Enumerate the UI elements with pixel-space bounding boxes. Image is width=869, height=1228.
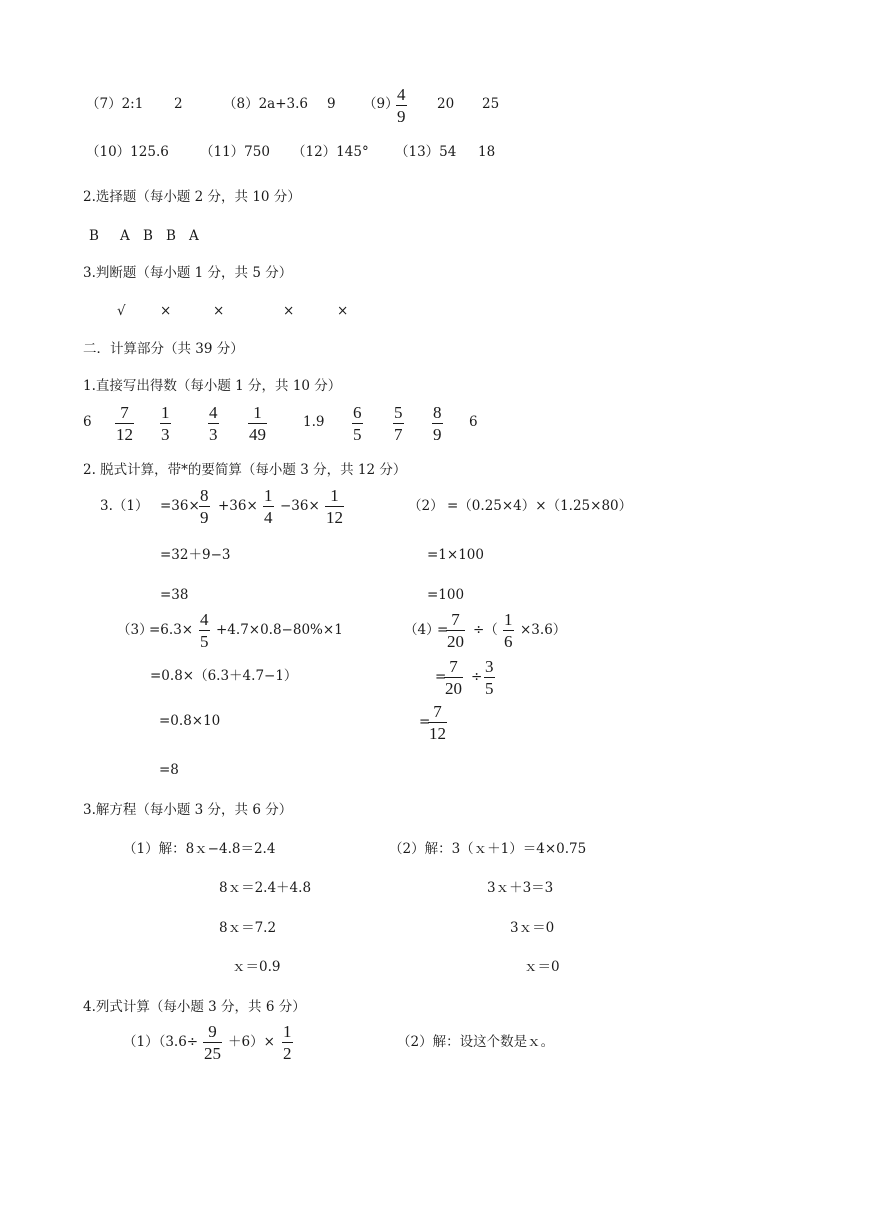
stepwise-2-step: =100 <box>427 587 465 603</box>
equation-1-step: ｘ＝0.9 <box>232 959 281 975</box>
stepwise-1-step: −36× <box>280 498 320 514</box>
answer-7-second: 2 <box>174 96 183 112</box>
answer-8: （8）2a+3.6 <box>223 96 309 112</box>
stepwise-4-fraction: 7 12 <box>429 702 446 743</box>
direct-answer-9-fraction: 8 9 <box>433 403 442 444</box>
direct-answer-6: 1.9 <box>303 414 325 430</box>
stepwise-title: 2. 脱式计算，带*的要简算（每小题 3 分，共 12 分） <box>83 462 407 478</box>
equation-title: 3.解方程（每小题 3 分，共 6 分） <box>83 802 293 818</box>
stepwise-1-step: +36× <box>218 498 258 514</box>
direct-answer-8-fraction: 5 7 <box>394 403 403 444</box>
equation-2-step: 3ｘ＋3＝3 <box>487 880 554 896</box>
judge-mark: × <box>283 303 295 319</box>
stepwise-4-step: = <box>435 669 447 685</box>
stepwise-1-fraction: 8 9 <box>200 486 209 527</box>
stepwise-3-step: =6.3× <box>149 622 194 638</box>
stepwise-3-fraction: 4 5 <box>200 610 209 651</box>
stepwise-4-fraction: 7 20 <box>447 610 464 651</box>
answer-9-fraction: 4 9 <box>397 85 406 126</box>
answer-9-third: 25 <box>482 96 500 112</box>
column-1-fraction: 1 2 <box>283 1022 292 1063</box>
answer-8-second: 9 <box>327 96 336 112</box>
answer-9-label: （9） <box>363 96 399 112</box>
stepwise-1-step: =38 <box>160 587 189 603</box>
stepwise-4-fraction: 7 20 <box>445 657 462 698</box>
choice-answer: A <box>189 228 199 244</box>
direct-answer-5-fraction: 1 49 <box>249 403 266 444</box>
stepwise-1-fraction: 1 12 <box>326 486 343 527</box>
stepwise-2-label: （2） <box>408 498 444 514</box>
answer-13-second: 18 <box>478 144 496 160</box>
stepwise-4-step: = <box>437 622 449 638</box>
choice-title: 2.选择题（每小题 2 分，共 10 分） <box>83 189 301 205</box>
stepwise-2-step: =（0.25×4）×（1.25×80） <box>447 498 633 514</box>
answer-13: （13）54 <box>395 144 457 160</box>
judge-mark: × <box>337 303 349 319</box>
stepwise-1-fraction: 1 4 <box>264 486 273 527</box>
column-1-expression: ＋6）× <box>228 1034 275 1050</box>
answer-9-second: 20 <box>437 96 455 112</box>
equation-1-step: （1）解：8ｘ−4.8＝2.4 <box>123 841 276 857</box>
stepwise-3-step: =0.8×（6.3＋4.7−1） <box>150 668 298 684</box>
stepwise-2-step: =1×100 <box>427 547 484 563</box>
direct-title: 1.直接写出得数（每小题 1 分，共 10 分） <box>83 378 342 394</box>
equation-1-step: 8ｘ＝2.4＋4.8 <box>219 880 312 896</box>
judge-title: 3.判断题（每小题 1 分，共 5 分） <box>83 265 293 281</box>
part2-title: 二．计算部分（共 39 分） <box>83 341 244 357</box>
choice-answer: B <box>143 228 153 244</box>
stepwise-4-label: （4） <box>404 622 440 638</box>
choice-answer: B <box>166 228 176 244</box>
stepwise-4-step: ÷（ <box>473 622 498 638</box>
stepwise-4-step: = <box>419 714 431 730</box>
stepwise-3-step: =0.8×10 <box>159 713 221 729</box>
equation-2-step: （2）解：3（ｘ＋1）＝4×0.75 <box>389 841 587 857</box>
judge-mark: × <box>160 303 172 319</box>
stepwise-4-fraction: 1 6 <box>504 610 513 651</box>
direct-answer-10: 6 <box>469 414 478 430</box>
stepwise-3-label: （3） <box>117 622 153 638</box>
stepwise-4-step: ÷ <box>471 669 483 685</box>
answer-12: （12）145° <box>292 144 369 160</box>
judge-mark: × <box>213 303 225 319</box>
column-1-expression: （1）（3.6÷ <box>123 1034 199 1050</box>
stepwise-4-fraction: 3 5 <box>485 657 494 698</box>
equation-1-step: 8ｘ＝7.2 <box>219 920 277 936</box>
column-2-text: （2）解：设这个数是ｘ。 <box>397 1034 555 1050</box>
answer-10: （10）125.6 <box>86 144 169 160</box>
direct-answer-7-fraction: 6 5 <box>353 403 362 444</box>
equation-2-step: ｘ＝0 <box>524 959 560 975</box>
equation-2-step: 3ｘ＝0 <box>510 920 555 936</box>
answer-11: （11）750 <box>200 144 270 160</box>
stepwise-1-label: 3.（1） <box>100 498 149 514</box>
choice-answer: B <box>89 228 99 244</box>
stepwise-1-step: =32＋9−3 <box>160 547 231 563</box>
direct-answer-1: 6 <box>83 414 92 430</box>
choice-answer: A <box>120 228 130 244</box>
column-1-fraction: 9 25 <box>204 1022 221 1063</box>
stepwise-4-step: ×3.6） <box>520 622 567 638</box>
column-title: 4.列式计算（每小题 3 分，共 6 分） <box>83 999 306 1015</box>
answer-7: （7）2:1 <box>86 96 144 112</box>
stepwise-3-step: +4.7×0.8−80%×1 <box>216 622 343 638</box>
direct-answer-4-fraction: 4 3 <box>209 403 218 444</box>
direct-answer-2-fraction: 7 12 <box>116 403 133 444</box>
stepwise-3-step: =8 <box>159 762 179 778</box>
direct-answer-3-fraction: 1 3 <box>161 403 170 444</box>
judge-mark: √ <box>117 303 126 319</box>
stepwise-1-step: =36× <box>160 498 200 514</box>
